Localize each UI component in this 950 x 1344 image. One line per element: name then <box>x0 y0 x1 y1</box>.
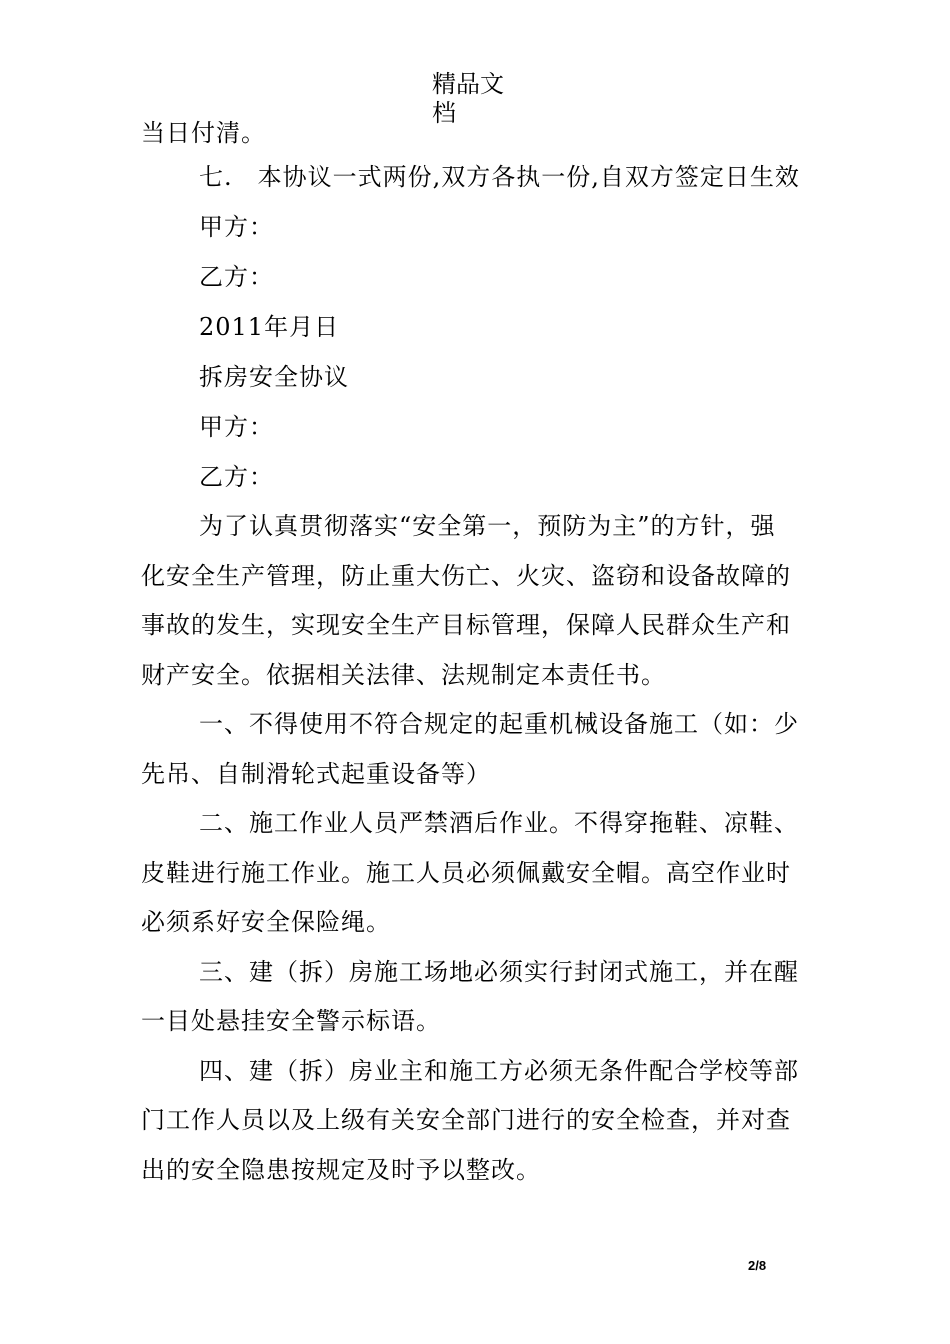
clause-three-line: 三、建（拆）房施工场地必须实行封闭式施工，并在醒 <box>199 958 799 986</box>
paragraph-line: 化安全生产管理，防止重大伤亡、火灾、盗窃和设备故障的 <box>141 562 791 590</box>
party-b-label: 乙方： <box>199 263 274 291</box>
agreement-title: 拆房安全协议 <box>199 363 349 391</box>
text-line: 当日付清。 <box>141 119 266 147</box>
clause-one-line: 一、不得使用不符合规定的起重机械设备施工（如：少 <box>199 710 799 738</box>
clause-two-line: 必须系好安全保险绳。 <box>141 908 391 936</box>
clause-one-line: 先吊、自制滑轮式起重设备等） <box>141 760 491 788</box>
page-header <box>420 70 530 128</box>
header-title-line-1: 精品文 <box>432 70 504 98</box>
clause-seven: 七. 本协议一式两份,双方各执一份,自双方签定日生效 <box>199 163 800 191</box>
clause-two-line: 二、施工作业人员严禁酒后作业。不得穿拖鞋、凉鞋、 <box>199 809 799 837</box>
clause-four-line: 门工作人员以及上级有关安全部门进行的安全检查，并对查 <box>141 1106 791 1134</box>
paragraph-line: 为了认真贯彻落实“安全第一，预防为主”的方针，强 <box>199 512 776 540</box>
party-a-label: 甲方： <box>199 213 274 241</box>
clause-four-line: 四、建（拆）房业主和施工方必须无条件配合学校等部 <box>199 1057 799 1085</box>
header-title-line-2: 档 <box>432 99 456 127</box>
clause-two-line: 皮鞋进行施工作业。施工人员必须佩戴安全帽。高空作业时 <box>141 859 791 887</box>
paragraph-line: 财产安全。依据相关法律、法规制定本责任书。 <box>141 661 666 689</box>
clause-three-line: 一目处悬挂安全警示标语。 <box>141 1007 441 1035</box>
page-number: 2/8 <box>748 1258 767 1273</box>
clause-four-line: 出的安全隐患按规定及时予以整改。 <box>141 1156 541 1184</box>
date-line: 2011年月日 <box>199 313 340 341</box>
party-a-label: 甲方： <box>199 413 274 441</box>
party-b-label: 乙方： <box>199 463 274 491</box>
paragraph-line: 事故的发生，实现安全生产目标管理，保障人民群众生产和 <box>141 611 791 639</box>
